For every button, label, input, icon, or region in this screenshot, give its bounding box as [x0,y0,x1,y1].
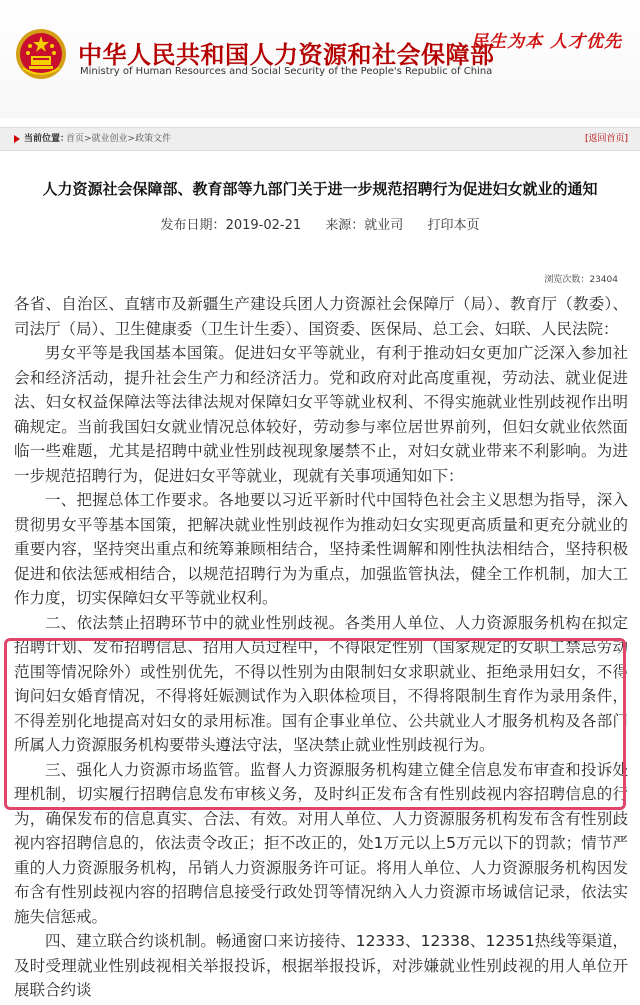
article-meta [0,214,640,233]
source-value: 就业司 [364,218,404,233]
section-3-paragraph: 三、强化人力资源市场监管。监督人力资源服务机构建立健全信息发布审查和投诉处理机制，切实履行招聘信息发布审核义务，及时纠正发布含有性别歧视内容招聘信息的行为，确保发布的信息真实、合法、有效。对用人单位、人力资源服务机构发布含有性别歧视内容招聘信息的，依法责令改正；拒不改正的，处1万元以上5万元以下的罚款；情节严重的人力资源服务机构，吊销人力资源服务许可证。将用人单位、人力资源服务机构因发布含有性别歧视内容的招聘信息接受行政处罚等情况纳入人力资源市场诚信记录，依法实施失信惩戒。 [14,760,628,926]
breadcrumb-label: 当前位置： [24,134,70,144]
breadcrumb [0,127,640,151]
source-label: 来源： [325,218,365,233]
print-page-link[interactable]: 打印本页 [427,218,480,233]
view-count-label: 浏览次数： [544,275,590,285]
publish-date-label: 发布日期： [160,218,226,233]
addressees: 各省、自治区、直辖市及新疆生产建设兵团人力资源社会保障厅（局）、教育厅（教委）、司法厅（局）、卫生健康委（卫生计生委）、国资委、医保局、总工会、妇联、人民法院： [14,295,628,338]
back-to-home-link[interactable]: [返回首页] [584,134,628,144]
publish-date-value: 2019-02-21 [225,218,302,233]
header-slogan: 民生为本 人才优先 [471,32,622,52]
section-4-paragraph: 四、建立联合约谈机制。畅通窗口来访接待、12333、12338、12351热线等渠道，及时受理就业性别歧视相关举报投诉，根据举报投诉，对涉嫌就业性别歧视的用人单位开展联合约谈 [14,932,628,999]
view-count [544,272,618,285]
view-count-value: 23404 [589,275,618,285]
site-header [0,0,640,118]
ministry-name-en: Ministry of Human Resources and Social Security of the People's Republic of China [80,66,493,77]
national-emblem-icon[interactable] [15,28,67,80]
intro-paragraph: 男女平等是我国基本国策。促进妇女平等就业，有利于推动妇女更加广泛深入参加社会和经济活动，提升社会生产力和经济活力。党和政府对此高度重视，劳动法、就业促进法、妇女权益保障法等法律法规对保障妇女平等就业权利、不得实施就业性别歧视作出明确规定。当前我国妇女就业情况总体较好，劳动参与率位居世界前列，但妇女就业依然面临一些难题，尤其是招聘中就业性别歧视现象屡禁不止，对妇女就业带来不利影响。为进一步规范招聘行为，促进妇女平等就业，现就有关事项通知如下： [14,344,628,485]
publish-date [161,218,302,233]
section-2-paragraph: 二、依法禁止招聘环节中的就业性别歧视。各类用人单位、人力资源服务机构在拟定招聘计划、发布招聘信息、招用人员过程中，不得限定性别（国家规定的女职工禁忌劳动范围等情况除外）或性别优先，不得以性别为由限制妇女求职就业、拒绝录用妇女，不得询问妇女婚育情况，不得将妊娠测试作为入职体检项目，不得将限制生育作为录用条件，不得差别化地提高对妇女的录用标准。国有企事业单位、公共就业人才服务机构及各部门所属人力资源服务机构要带头遵法守法，坚决禁止就业性别歧视行为。 [14,613,628,754]
article-source [325,218,403,233]
breadcrumb-path[interactable]: 首页>就业创业>政策文件 [66,134,172,144]
section-1-paragraph: 一、把握总体工作要求。各地要以习近平新时代中国特色社会主义思想为指导，深入贯彻男女平等基本国策，把解决就业性别歧视作为推动妇女实现更高质量和更充分就业的重要内容，坚持突出重点和统筹兼顾相结合，坚持柔性调解和刚性执法相结合，坚持积极促进和依法惩戒相结合，以规范招聘行为为重点，加强监管执法，健全工作机制，加大工作力度，切实保障妇女平等就业权利。 [14,491,628,607]
article-body [14,292,628,1003]
breadcrumb-arrow-icon [14,135,20,143]
article-title: 人力资源社会保障部、教育部等九部门关于进一步规范招聘行为促进妇女就业的通知 [42,180,598,198]
ministry-name-cn: 中华人民共和国人力资源和社会保障部 [78,41,495,69]
